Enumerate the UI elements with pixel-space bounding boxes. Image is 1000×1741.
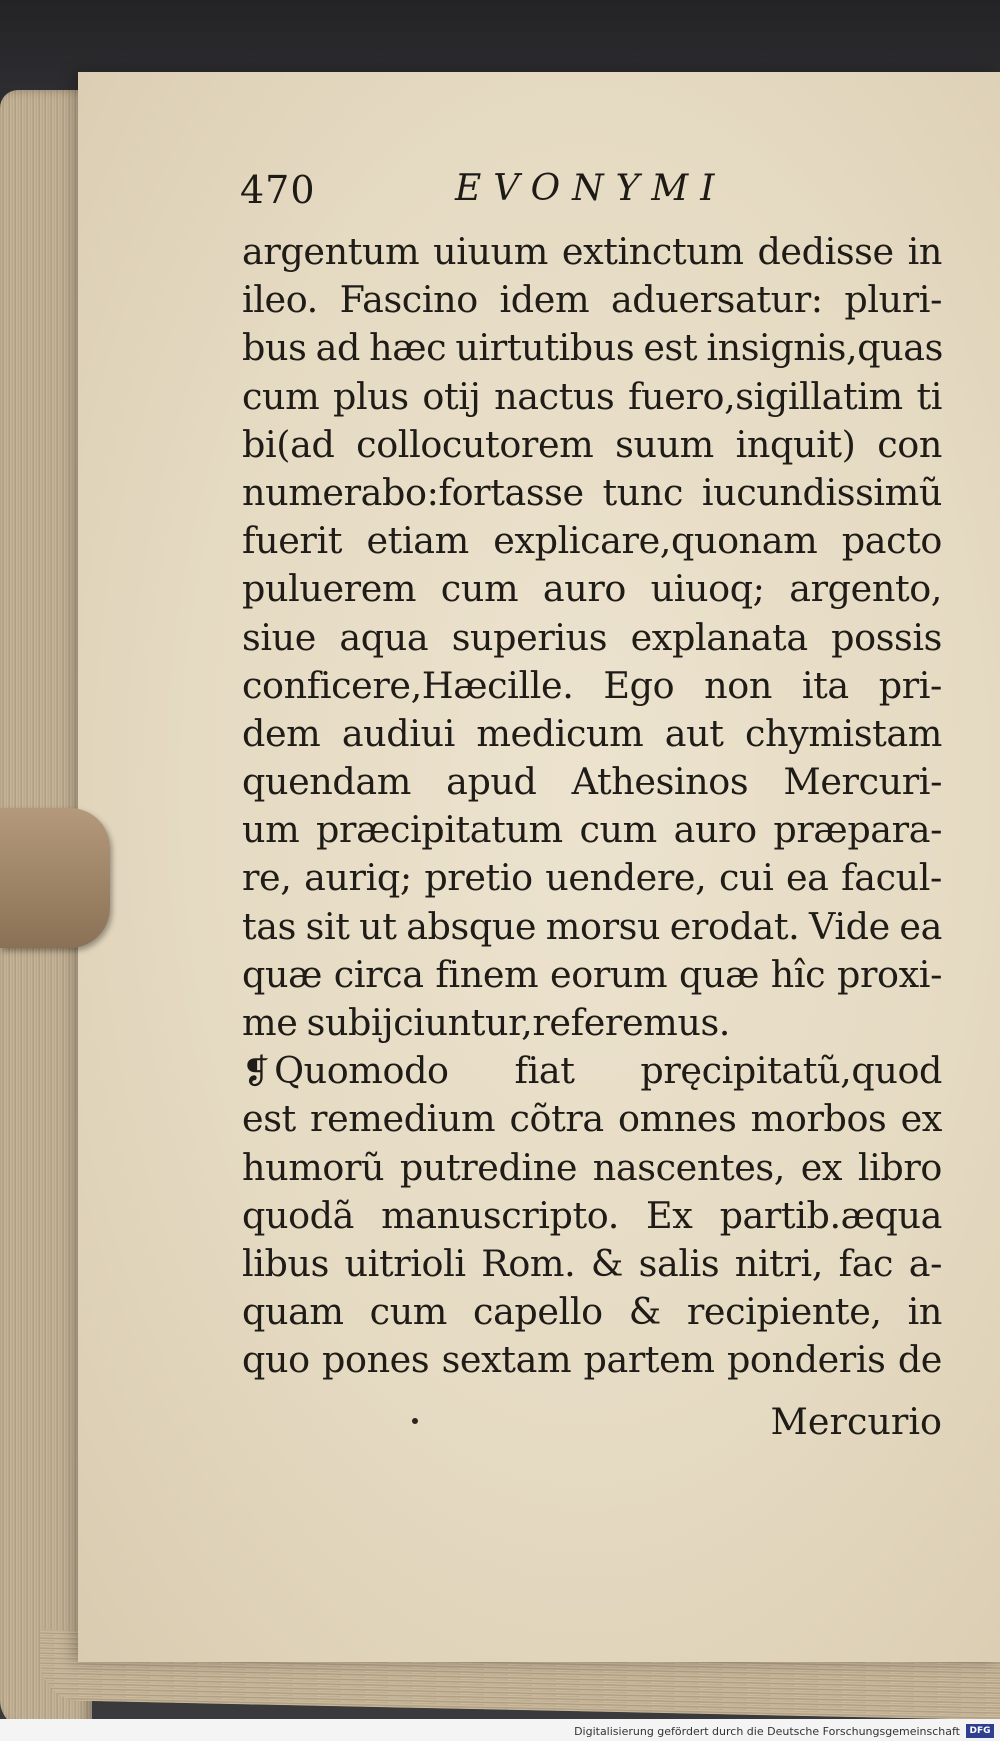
text-line: quæ circa finem eorum quæ hîc proxi- xyxy=(242,952,942,996)
text-line: cum plus otij nactus fuero,sigillatim ti xyxy=(242,374,942,418)
text-line: tas sit ut absque morsu erodat. Vide ea xyxy=(242,904,942,948)
text-line: ileo. Fascino idem aduersatur: pluri- xyxy=(242,278,942,322)
text-line: quodã manuscripto. Ex partib.æqua xyxy=(242,1193,942,1237)
page-number: 470 xyxy=(240,168,316,212)
text-line: conficere,Hæcille. Ego non ita pri- xyxy=(242,663,942,707)
paragraph-first-line xyxy=(242,1047,942,1095)
dfg-logo-icon: DFG xyxy=(966,1724,994,1738)
digitization-credit: Digitalisierung gefördert durch die Deutsche Forschungsgemeinschaft xyxy=(574,1725,960,1738)
paragraph-mark-icon: ❡ xyxy=(242,1052,271,1093)
running-title: EVONYMI xyxy=(455,168,727,209)
text-line: re, auriq; pretio uendere, cui ea facul- xyxy=(242,856,942,900)
text-line: quam cum capello & recipiente, in xyxy=(242,1290,942,1334)
text-line: quo pones sextam partem ponderis de xyxy=(242,1338,942,1382)
text-line: me subijciuntur,referemus. xyxy=(242,1001,731,1044)
text-line: est remedium cõtra omnes morbos ex xyxy=(242,1097,942,1141)
text-line: dem audiui medicum aut chymistam xyxy=(242,711,942,755)
text-line: libus uitrioli Rom. & salis nitri, fac a- xyxy=(242,1241,942,1285)
text-line: fuerit etiam explicare,quonam pacto xyxy=(242,519,942,563)
text-line: argentum uiuum extinctum dedisse in xyxy=(242,230,942,273)
text-line: numerabo:fortasse tunc iucundissimũ xyxy=(242,470,942,514)
bookmark-ribbon xyxy=(0,808,110,948)
text-line: quendam apud Athesinos Mercuri- xyxy=(242,760,942,804)
body-text xyxy=(242,228,942,1385)
text-span: Quomodo fiat pręcipitatũ,quod xyxy=(274,1049,942,1093)
footer-bar xyxy=(0,1719,1000,1741)
catchword: Mercurio xyxy=(770,1400,942,1443)
text-line: humorũ putredine nascentes, ex libro xyxy=(242,1145,942,1189)
text-line: um præcipitatum cum auro præpara- xyxy=(242,808,942,852)
text-line: bi(ad collocutorem suum inquit) con xyxy=(242,422,942,466)
page-header xyxy=(240,168,940,228)
text-line: puluerem cum auro uiuoq; argento, xyxy=(242,567,942,611)
text-line: bus ad hæc uirtutibus est insignis,quas xyxy=(242,326,943,370)
ink-dot xyxy=(412,1418,418,1424)
text-line: siue aqua superius explanata possis xyxy=(242,615,942,659)
